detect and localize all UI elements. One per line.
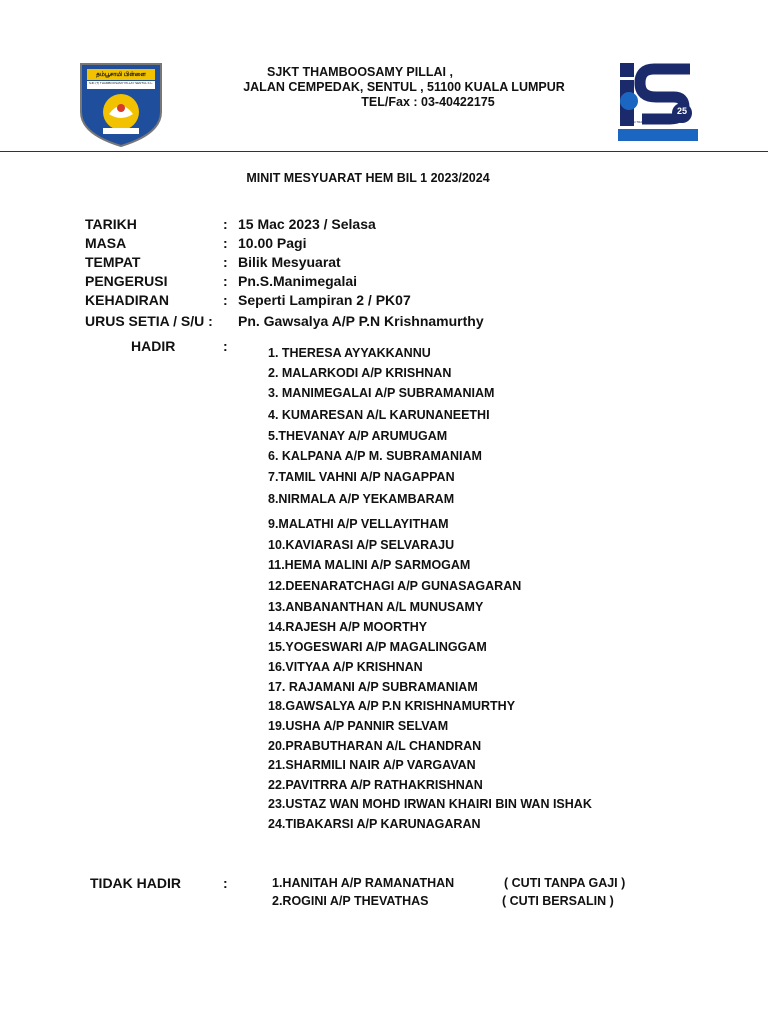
field-value-tarikh: 15 Mac 2023 / Selasa bbox=[238, 216, 376, 232]
field-value-masa: 10.00 Pagi bbox=[238, 235, 307, 251]
attendee-item: 14.RAJESH A/P MOORTHY bbox=[268, 620, 428, 634]
field-label-tarikh: TARIKH bbox=[85, 216, 137, 232]
attendee-item: 3. MANIMEGALAI A/P SUBRAMANIAM bbox=[268, 386, 495, 400]
attendee-item: 7.TAMIL VAHNI A/P NAGAPPAN bbox=[268, 470, 455, 484]
absentee-name: 1.HANITAH A/P RAMANATHAN bbox=[272, 876, 455, 890]
attendee-item: 12.DEENARATCHAGI A/P GUNASAGARAN bbox=[268, 579, 522, 593]
field-value-kehadiran: Seperti Lampiran 2 / PK07 bbox=[238, 292, 411, 308]
field-label-masa: MASA bbox=[85, 235, 127, 251]
school-address: JALAN CEMPEDAK, SENTUL , 51100 KUALA LUMPUR bbox=[243, 80, 565, 94]
field-colon: : bbox=[223, 273, 228, 289]
tidak-hadir-colon: : bbox=[223, 875, 228, 891]
attendee-item: 19.USHA A/P PANNIR SELVAM bbox=[268, 719, 449, 733]
attendee-item: 13.ANBANANTHAN A/L MUNUSAMY bbox=[268, 600, 484, 614]
field-colon: : bbox=[223, 235, 228, 251]
ts25-logo bbox=[618, 63, 698, 141]
crest-text-mid: SJK (T) THAMBOOSAMY PILLAY SENTUL K.L. bbox=[88, 81, 154, 85]
school-name: SJKT THAMBOOSAMY PILLAI , bbox=[267, 65, 453, 79]
field-value-pengerusi: Pn.S.Manimegalai bbox=[238, 273, 358, 289]
hadir-colon: : bbox=[223, 338, 228, 354]
absentee-reason: ( CUTI BERSALIN ) bbox=[502, 894, 614, 908]
attendee-item: 22.PAVITRRA A/P RATHAKRISHNAN bbox=[268, 778, 483, 792]
attendee-item: 8.NIRMALA A/P YEKAMBARAM bbox=[268, 492, 455, 506]
attendee-item: 24.TIBAKARSI A/P KARUNAGARAN bbox=[268, 817, 481, 831]
logo-caption: PROGRAM TRANSFORMASI SEKOLAH 2025 bbox=[620, 121, 683, 124]
attendee-item: 4. KUMARESAN A/L KARUNANEETHI bbox=[268, 408, 490, 422]
document-title: MINIT MESYUARAT HEM BIL 1 2023/2024 bbox=[246, 171, 490, 185]
field-value-tempat: Bilik Mesyuarat bbox=[238, 254, 341, 270]
field-label-tempat: TEMPAT bbox=[85, 254, 141, 270]
hadir-label: HADIR bbox=[131, 338, 176, 354]
school-crest-logo bbox=[78, 62, 164, 148]
field-value-urus-setia: Pn. Gawsalya A/P P.N Krishnamurthy bbox=[238, 313, 484, 329]
attendee-item: 18.GAWSALYA A/P P.N KRISHNAMURTHY bbox=[268, 699, 516, 713]
field-colon: : bbox=[223, 216, 228, 232]
attendee-item: 11.HEMA MALINI A/P SARMOGAM bbox=[268, 558, 471, 572]
attendee-item: 10.KAVIARASI A/P SELVARAJU bbox=[268, 538, 455, 552]
attendee-item: 17. RAJAMANI A/P SUBRAMANIAM bbox=[268, 680, 478, 694]
header-divider bbox=[0, 151, 768, 152]
attendee-item: 15.YOGESWARI A/P MAGALINGGAM bbox=[268, 640, 487, 654]
attendee-item: 21.SHARMILI NAIR A/P VARGAVAN bbox=[268, 758, 476, 772]
attendee-item: 23.USTAZ WAN MOHD IRWAN KHAIRI BIN WAN ISHAK bbox=[268, 797, 592, 811]
tidak-hadir-label: TIDAK HADIR bbox=[90, 875, 181, 891]
field-colon: : bbox=[223, 292, 228, 308]
field-colon: : bbox=[223, 254, 228, 270]
attendee-item: 5.THEVANAY A/P ARUMUGAM bbox=[268, 429, 448, 443]
logo-number: 25 bbox=[676, 106, 687, 116]
attendee-item: 20.PRABUTHARAN A/L CHANDRAN bbox=[268, 739, 482, 753]
attendee-item: 9.MALATHI A/P VELLAYITHAM bbox=[268, 517, 449, 531]
attendee-item: 6. KALPANA A/P M. SUBRAMANIAM bbox=[268, 449, 482, 463]
field-label-kehadiran: KEHADIRAN bbox=[85, 292, 169, 308]
crest-text-top: தம்பூசாமி பிள்ளை bbox=[96, 72, 146, 78]
attendee-item: 2. MALARKODI A/P KRISHNAN bbox=[268, 366, 452, 380]
absentee-reason: ( CUTI TANPA GAJI ) bbox=[504, 876, 626, 890]
school-phone: TEL/Fax : 03-40422175 bbox=[361, 95, 495, 109]
attendee-item: 16.VITYAA A/P KRISHNAN bbox=[268, 660, 423, 674]
field-label-urus-setia: URUS SETIA / S/U : bbox=[85, 313, 213, 329]
absentee-name: 2.ROGINI A/P THEVATHAS bbox=[272, 894, 429, 908]
attendee-item: 1. THERESA AYYAKKANNU bbox=[268, 346, 431, 360]
field-label-pengerusi: PENGERUSI bbox=[85, 273, 168, 289]
